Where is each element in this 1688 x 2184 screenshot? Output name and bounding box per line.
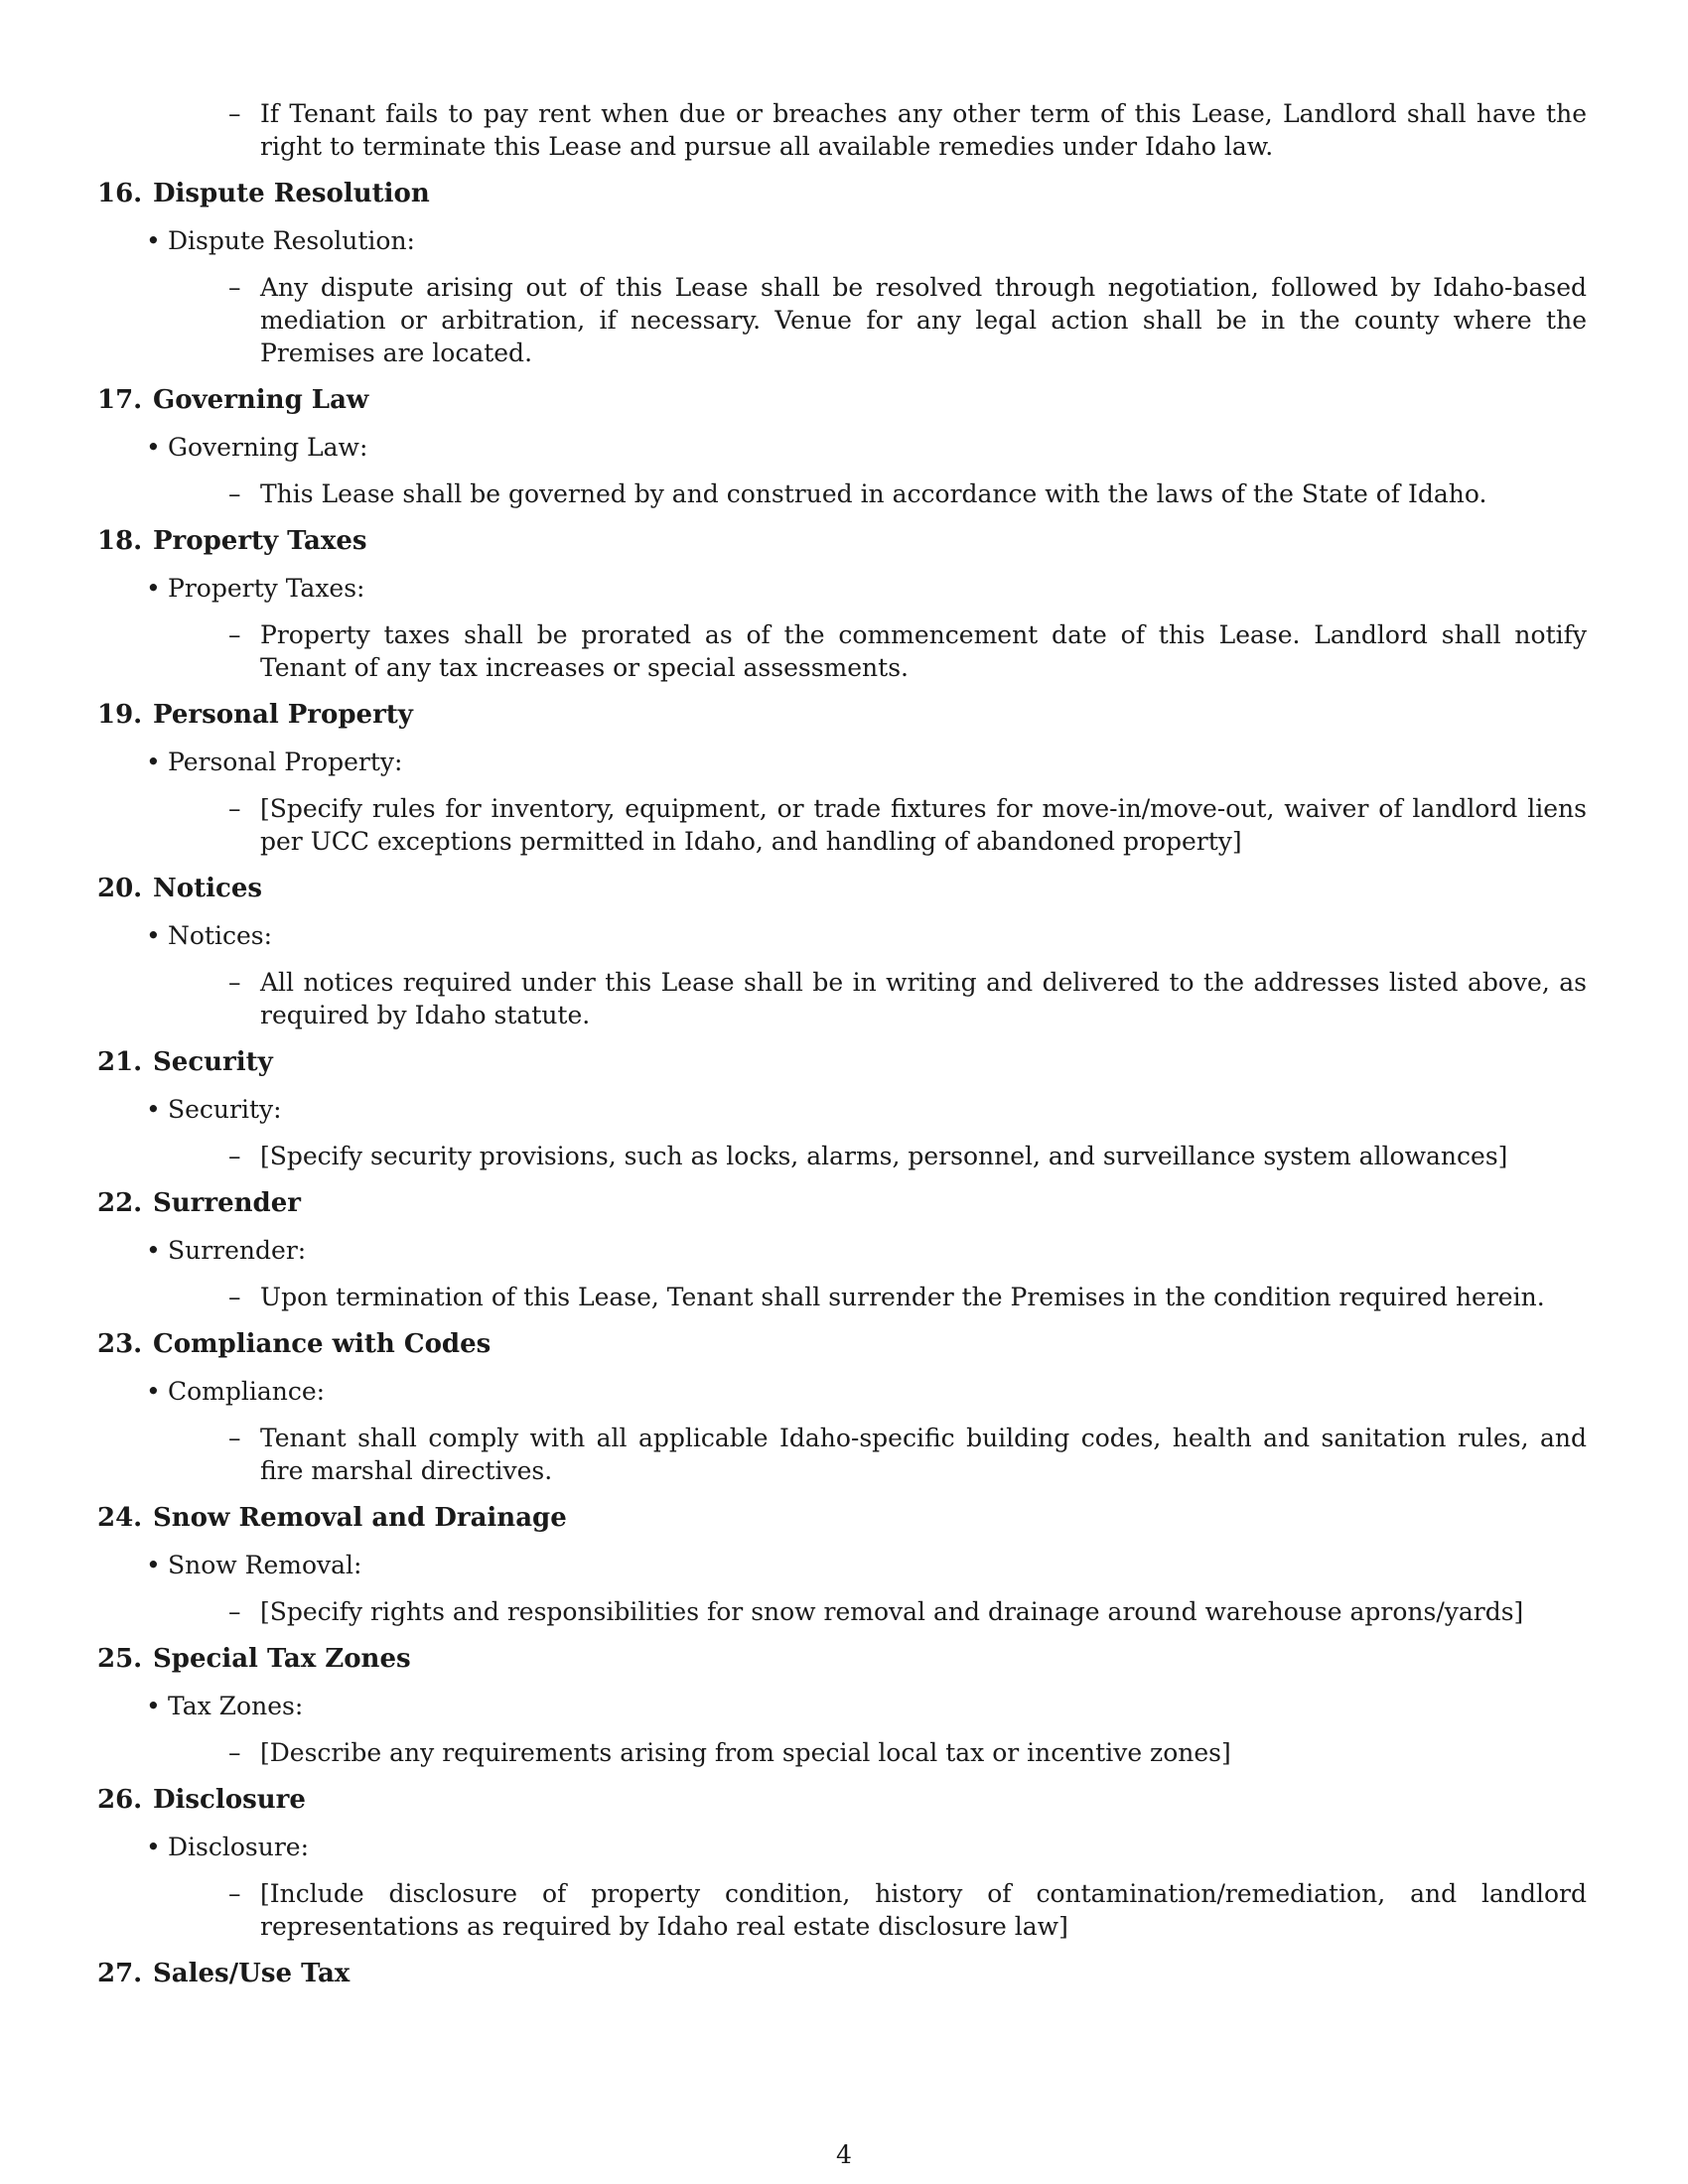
bullet-marker: • [146, 226, 161, 255]
bullet-label: Surrender: [168, 1236, 307, 1265]
section-title: Sales/Use Tax [153, 1959, 351, 1988]
bullet-label: Personal Property: [168, 748, 403, 776]
dash-marker: – [228, 620, 241, 649]
section-title: Surrender [153, 1188, 301, 1218]
clause-text: [Specify security provisions, such as locks, alarms, personnel, and surveillance system allowances] [260, 1142, 1508, 1170]
section-24 [97, 1501, 1587, 1628]
dash-item [228, 966, 1587, 1031]
dash-marker: – [228, 1738, 241, 1767]
clause-text: [Describe any requirements arising from special local tax or incentive zones] [260, 1738, 1231, 1767]
bullet-label: Compliance: [168, 1377, 326, 1406]
section-heading [97, 1501, 1587, 1535]
section-number: 21. [97, 1047, 143, 1077]
dash-marker: – [228, 1142, 241, 1170]
section-title: Dispute Resolution [153, 179, 430, 208]
dash-item [228, 1736, 1587, 1769]
bullet-marker: • [146, 748, 161, 776]
section-title: Security [153, 1047, 273, 1077]
bullet-marker: • [146, 1377, 161, 1406]
dash-item [228, 1281, 1587, 1313]
section-title: Special Tax Zones [153, 1644, 411, 1674]
section-title: Snow Removal and Drainage [153, 1503, 567, 1533]
section-number: 27. [97, 1959, 143, 1988]
bullet-item [146, 1375, 1587, 1408]
clause-text: Upon termination of this Lease, Tenant shall surrender the Premises in the condition required herein. [260, 1283, 1545, 1311]
bullet-label: Notices: [168, 921, 273, 950]
section-21 [97, 1045, 1587, 1172]
section-title: Property Taxes [153, 526, 367, 556]
bullet-marker: • [146, 1551, 161, 1579]
section-22 [97, 1186, 1587, 1313]
bullet-label: Disclosure: [168, 1833, 310, 1861]
dash-item [228, 792, 1587, 858]
clause-text: [Specify rights and responsibilities for snow removal and drainage around warehouse aprons/yards] [260, 1597, 1524, 1626]
bullet-marker: • [146, 574, 161, 603]
bullet-item [146, 1093, 1587, 1126]
section-number: 23. [97, 1329, 143, 1359]
section-26 [97, 1783, 1587, 1943]
clause-text: All notices required under this Lease shall be in writing and delivered to the addresses listed above, as required by Idaho statute. [260, 968, 1587, 1029]
clause-text: This Lease shall be governed by and construed in accordance with the laws of the State of Idaho. [260, 479, 1487, 508]
section-16 [97, 177, 1587, 369]
section-number: 25. [97, 1644, 143, 1674]
section-number: 20. [97, 874, 143, 903]
bullet-label: Snow Removal: [168, 1551, 362, 1579]
section-heading [97, 872, 1587, 905]
section-27 [97, 1957, 1587, 1990]
section-number: 26. [97, 1785, 143, 1815]
dash-item [228, 1877, 1587, 1943]
bullet-marker: • [146, 1692, 161, 1720]
dash-marker: – [228, 99, 241, 128]
bullet-item [146, 1549, 1587, 1581]
section-20 [97, 872, 1587, 1031]
bullet-item [146, 224, 1587, 257]
dash-item [228, 478, 1587, 510]
section-19 [97, 698, 1587, 858]
bullet-marker: • [146, 1833, 161, 1861]
section-heading [97, 1186, 1587, 1220]
section-heading [97, 698, 1587, 732]
bullet-marker: • [146, 921, 161, 950]
lead-item-text: If Tenant fails to pay rent when due or breaches any other term of this Lease, Landlord shall have the right to terminate this Lease and pursue all available remedies under Idaho law. [260, 99, 1587, 161]
section-heading [97, 383, 1587, 417]
bullet-item [146, 431, 1587, 464]
section-heading [97, 177, 1587, 210]
clause-text: [Include disclosure of property condition, history of contamination/remediation, and landlord representations as required by Idaho real estate disclosure law] [260, 1879, 1587, 1941]
dash-item [228, 1595, 1587, 1628]
bullet-label: Dispute Resolution: [168, 226, 415, 255]
bullet-marker: • [146, 433, 161, 462]
clause-text: Tenant shall comply with all applicable Idaho-specific building codes, health and sanitation rules, and fire marshal directives. [260, 1424, 1587, 1485]
section-number: 18. [97, 526, 143, 556]
clause-text: Property taxes shall be prorated as of the commencement date of this Lease. Landlord shall notify Tenant of any tax increases or special assessments. [260, 620, 1587, 682]
section-title: Personal Property [153, 700, 413, 730]
section-18 [97, 524, 1587, 684]
bullet-label: Security: [168, 1095, 282, 1124]
dash-item [228, 618, 1587, 684]
bullet-item [146, 1831, 1587, 1863]
section-number: 24. [97, 1503, 143, 1533]
section-heading [97, 1957, 1587, 1990]
dash-item [228, 1422, 1587, 1487]
bullet-label: Tax Zones: [168, 1692, 304, 1720]
bullet-item [146, 572, 1587, 605]
section-17 [97, 383, 1587, 510]
bullet-label: Governing Law: [168, 433, 368, 462]
bullet-marker: • [146, 1095, 161, 1124]
dash-marker: – [228, 273, 241, 302]
section-25 [97, 1642, 1587, 1769]
section-heading [97, 1783, 1587, 1817]
section-title: Governing Law [153, 385, 369, 415]
section-heading [97, 1327, 1587, 1361]
bullet-item [146, 746, 1587, 778]
lead-dash-item [228, 97, 1587, 163]
section-heading [97, 1642, 1587, 1676]
section-heading [97, 1045, 1587, 1079]
section-title: Disclosure [153, 1785, 306, 1815]
section-title: Notices [153, 874, 263, 903]
clause-text: Any dispute arising out of this Lease shall be resolved through negotiation, followed by Idaho-based mediation or arbitration, if necessary. Venue for any legal action shall be in the county where the Premises are located. [260, 273, 1587, 367]
bullet-item [146, 1690, 1587, 1722]
page-content [97, 97, 1587, 2004]
section-number: 16. [97, 179, 143, 208]
bullet-marker: • [146, 1236, 161, 1265]
bullet-item [146, 1234, 1587, 1267]
section-number: 17. [97, 385, 143, 415]
section-heading [97, 524, 1587, 558]
dash-marker: – [228, 479, 241, 508]
section-number: 19. [97, 700, 143, 730]
dash-marker: – [228, 794, 241, 823]
dash-marker: – [228, 1424, 241, 1452]
section-title: Compliance with Codes [153, 1329, 492, 1359]
page-number: 4 [836, 2140, 852, 2169]
clause-text: [Specify rules for inventory, equipment, or trade fixtures for move-in/move-out, waiver of landlord liens per UCC exceptions permitted in Idaho, and handling of abandoned property] [260, 794, 1587, 856]
section-number: 22. [97, 1188, 143, 1218]
bullet-item [146, 919, 1587, 952]
dash-marker: – [228, 1283, 241, 1311]
dash-item [228, 271, 1587, 369]
dash-marker: – [228, 1879, 241, 1908]
dash-item [228, 1140, 1587, 1172]
dash-marker: – [228, 968, 241, 997]
section-23 [97, 1327, 1587, 1487]
bullet-label: Property Taxes: [168, 574, 365, 603]
dash-marker: – [228, 1597, 241, 1626]
